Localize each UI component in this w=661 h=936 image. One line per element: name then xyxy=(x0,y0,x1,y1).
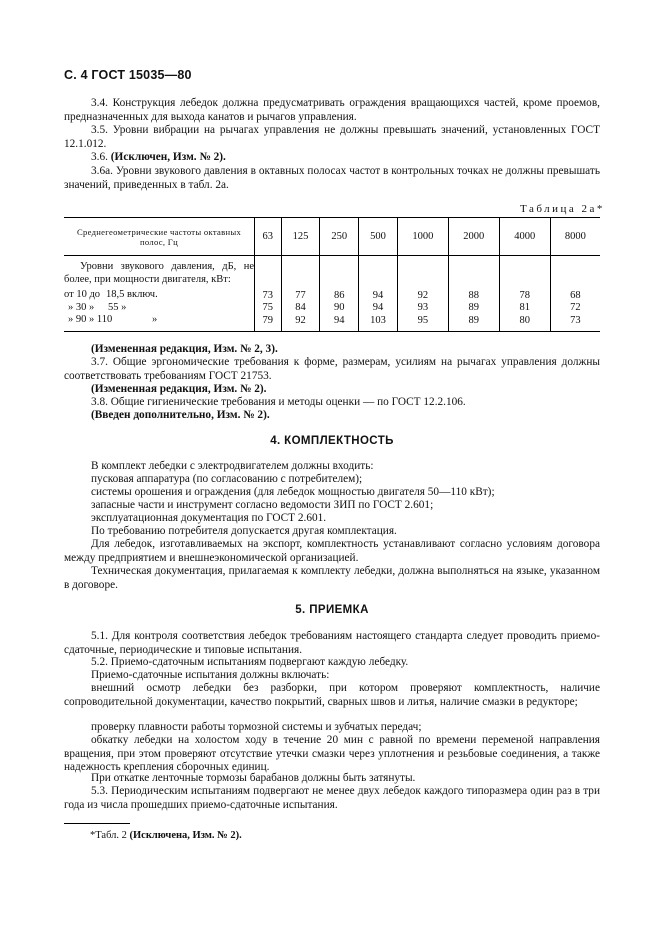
header-freq: 63 xyxy=(255,218,282,256)
completeness-line: По требованию потребителя допускается другая комплектация. xyxy=(91,525,397,537)
row-label xyxy=(64,256,255,290)
table-row xyxy=(64,289,600,302)
footnote xyxy=(90,830,242,841)
header-freq: 2000 xyxy=(448,218,499,256)
table-cell: 72 xyxy=(550,302,600,315)
header-freq: 125 xyxy=(281,218,320,256)
completeness-line: эксплуатационная документация по ГОСТ 2.601. xyxy=(91,512,327,524)
paragraph-export: Для лебедок, изготавливаемых на экспорт, комплектность устанавливают согласно условиям договора между предприятием и внешнеэкономической организацией. xyxy=(64,538,600,564)
table-cell: 95 xyxy=(397,314,448,331)
power-range: » 30 » 55 » xyxy=(68,301,127,313)
amendment-note: (Измененная редакция, Изм. № 2). xyxy=(91,383,267,395)
table-cell: 73 xyxy=(255,289,282,302)
table-cell: 84 xyxy=(281,302,320,315)
paragraph-5-2-brakes: При откатке ленточные тормозы барабанов должны быть затянуты. xyxy=(91,772,416,784)
footnote-divider xyxy=(64,823,130,824)
paragraph-5-2-list-intro: Приемо-сдаточные испытания должны включать: xyxy=(91,669,330,681)
header-freq: 4000 xyxy=(499,218,550,256)
noise-level-table xyxy=(64,217,600,332)
section-title-completeness: 4. КОМПЛЕКТНОСТЬ xyxy=(270,435,394,447)
power-range: » 90 » 110 » xyxy=(64,314,255,331)
paragraph-3-8: 3.8. Общие гигиенические требования и методы оценки — по ГОСТ 12.2.106. xyxy=(91,396,466,408)
header-frequency-label: Среднегеометрические частоты октавных полос, Гц xyxy=(64,218,255,256)
table-cell: 88 xyxy=(448,289,499,302)
table-row xyxy=(64,256,600,290)
table-cell: 75 xyxy=(255,302,282,315)
table-cell: 80 xyxy=(499,314,550,331)
table-cell: 78 xyxy=(499,289,550,302)
table-cell: 92 xyxy=(397,289,448,302)
paragraph-5-2-brake-check: проверку плавности работы тормозной системы и зубчатых передач; xyxy=(91,721,422,733)
table-cell: 81 xyxy=(499,302,550,315)
paragraph-3-4: 3.4. Конструкция лебедок должна предусматривать ограждения вращающихся частей, кроме проемов, предназначенных для выхода канатов и рычагов управления. xyxy=(64,97,600,123)
paragraph-3-6 xyxy=(64,151,600,165)
table-row xyxy=(64,314,600,331)
table-cell: 93 xyxy=(397,302,448,315)
table-cell: 77 xyxy=(281,289,320,302)
paragraph-documentation: Техническая документация, прилагаемая к комплекту лебедки, должна выполняться на языке, указанном в договоре. xyxy=(64,565,600,591)
table-cell: 92 xyxy=(281,314,320,331)
amendment-note: (Введен дополнительно, Изм. № 2). xyxy=(91,409,270,421)
table-caption: Таблица 2а* xyxy=(520,203,605,215)
paragraph-3-5: 3.5. Уровни вибрации на рычагах управления не должны превышать значений, установленных ГОСТ 12.1.012. xyxy=(64,124,600,150)
table-cell: 103 xyxy=(359,314,398,331)
paragraph-5-2-inspection: внешний осмотр лебедки без разборки, при котором проверяют комплектность, наличие сопроводительной документации, качество покрытий, сварных швов и литья, наличие смазки в редукторе; xyxy=(64,682,600,708)
header-freq: 8000 xyxy=(550,218,600,256)
table-cell: 68 xyxy=(550,289,600,302)
footnote-bold: (Исключена, Изм. № 2). xyxy=(129,830,242,841)
amendment-note: (Измененная редакция, Изм. № 2, 3). xyxy=(91,343,278,355)
paragraph-3-7: 3.7. Общие эргономические требования к форме, размерам, усилиям на рычагах управления должны соответствовать требованиям ГОСТ 21753. xyxy=(64,356,600,382)
table-row xyxy=(64,302,600,315)
header-freq: 250 xyxy=(320,218,359,256)
header-freq: 500 xyxy=(359,218,398,256)
completeness-line: В комплект лебедки с электродвигателем должны входить: xyxy=(91,460,374,472)
table-cell: 89 xyxy=(448,302,499,315)
table-cell: 89 xyxy=(448,314,499,331)
paragraph-5-2-idle-run: обкатку лебедки на холостом ходу в течение 20 мин с равной по времени переменой направления вращения, при этом проверяют отсутствие утечки смазки через уплотнения и резьбовые соединения, а также надежность крепления сборочных единиц. xyxy=(64,734,600,773)
table-cell: 94 xyxy=(359,302,398,315)
page-header: С. 4 ГОСТ 15035—80 xyxy=(64,68,192,82)
clause-number: 3.6. xyxy=(91,151,108,163)
completeness-line: системы орошения и ограждения (для лебедок мощностью двигателя 50—110 кВт); xyxy=(91,486,495,498)
table-header-row xyxy=(64,218,600,256)
footnote-ref: *Табл. 2 xyxy=(90,830,127,841)
header-freq: 1000 xyxy=(397,218,448,256)
table-cell: 86 xyxy=(320,289,359,302)
table-cell: 90 xyxy=(320,302,359,315)
excluded-note: (Исключен, Изм. № 2). xyxy=(110,151,226,163)
row-label-text: Уровни звукового давления, дБ, не более, при мощности двигателя, кВт: xyxy=(64,261,254,285)
paragraph-5-1: 5.1. Для контроля соответствия лебедок требованиям настоящего стандарта следует проводить приемо-сдаточные, периодические и типовые испытания. xyxy=(64,630,600,656)
paragraph-3-6a: 3.6а. Уровни звукового давления в октавных полосах частот в контрольных точках не должны превышать значений, приведенных в табл. 2а. xyxy=(64,165,600,191)
section-title-acceptance: 5. ПРИЕМКА xyxy=(295,604,369,616)
paragraph-5-2: 5.2. Приемо-сдаточным испытаниям подвергают каждую лебедку. xyxy=(91,656,409,668)
table-cell: 94 xyxy=(359,289,398,302)
table-cell: 73 xyxy=(550,314,600,331)
power-range: от 10 до 18,5 включ. xyxy=(64,289,158,300)
paragraph-5-3: 5.3. Периодическим испытаниям подвергают не менее двух лебедок каждого типоразмера один раз в три года из числа прошедших приемо-сдаточные испытания. xyxy=(64,785,600,811)
completeness-line: запасные части и инструмент согласно ведомости ЗИП по ГОСТ 2.601; xyxy=(91,499,434,511)
table-cell: 94 xyxy=(320,314,359,331)
table-cell: 79 xyxy=(255,314,282,331)
completeness-line: пусковая аппаратура (по согласованию с потребителем); xyxy=(91,473,363,485)
